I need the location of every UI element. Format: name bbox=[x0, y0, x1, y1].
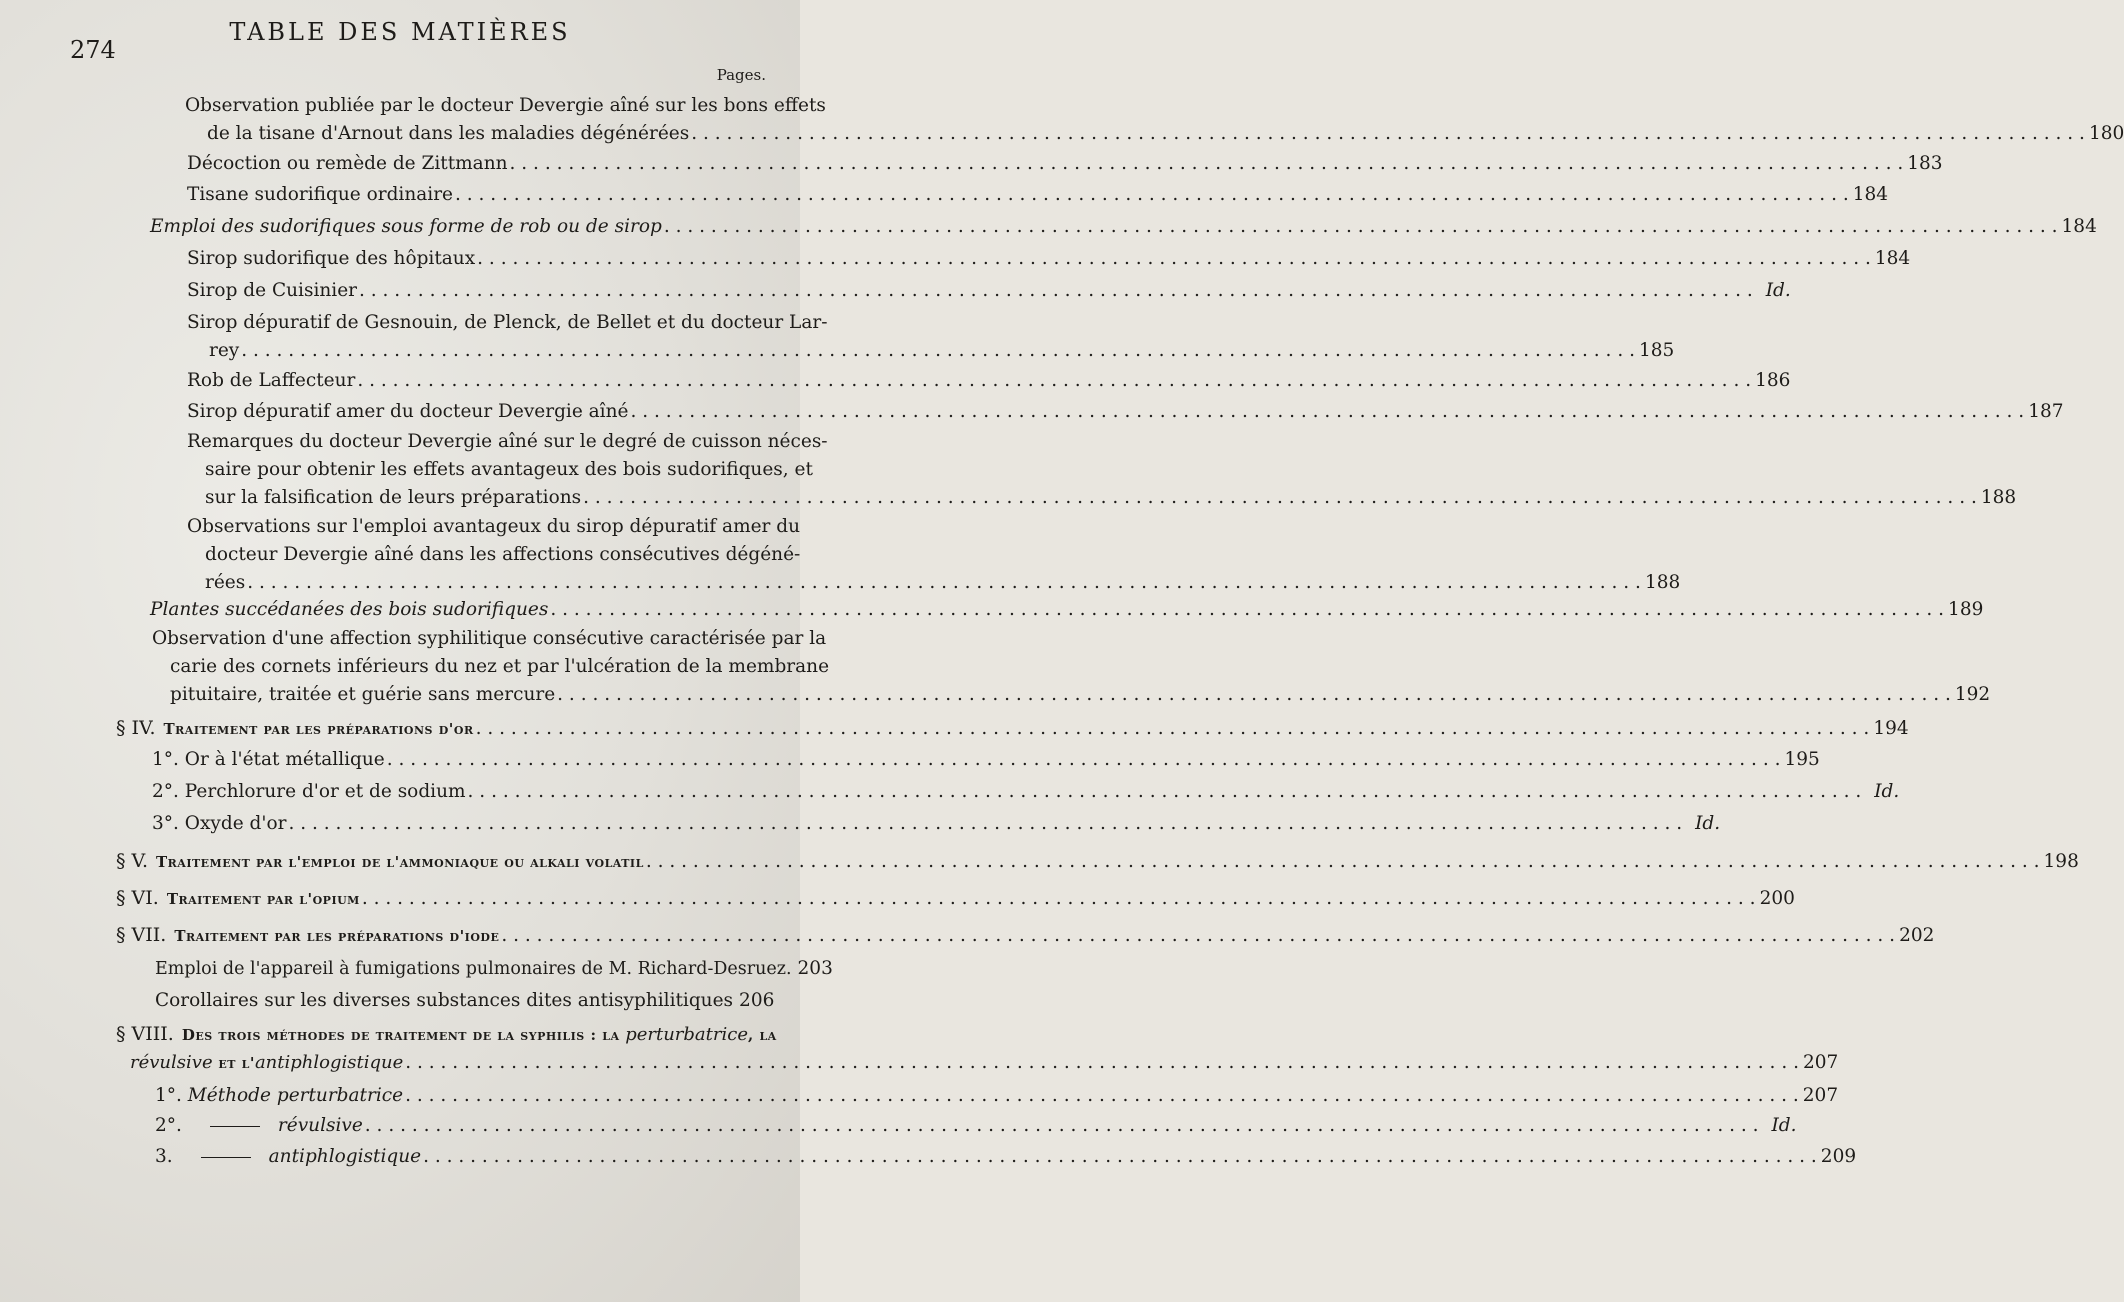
section-title: Traitement par les préparations d'or bbox=[163, 720, 474, 738]
section-title: , la bbox=[748, 1026, 777, 1044]
toc-entry bbox=[187, 428, 2017, 512]
toc-entry bbox=[155, 987, 775, 1015]
leader-dots bbox=[288, 810, 1682, 838]
leader-dots bbox=[550, 596, 1944, 624]
leader-dots bbox=[362, 885, 1756, 913]
toc-entry bbox=[187, 150, 1943, 178]
toc-entry bbox=[155, 1082, 1839, 1110]
page-ref: 184 bbox=[2061, 216, 2097, 237]
leader-dots bbox=[583, 484, 1977, 512]
section-title: Des trois méthodes de traitement de la syphilis : la bbox=[181, 1026, 626, 1044]
section-number: § V. bbox=[116, 850, 148, 872]
running-title: TABLE DES MATIÈRES bbox=[229, 18, 571, 46]
toc-entry bbox=[187, 245, 1911, 273]
entry-text: Or à l'état métallique bbox=[184, 749, 385, 770]
toc-entry bbox=[150, 596, 1984, 624]
page-ref: 187 bbox=[2028, 401, 2064, 422]
leader-dots bbox=[501, 922, 1895, 950]
toc-entry bbox=[152, 778, 1900, 806]
toc-entry bbox=[187, 309, 1675, 365]
item-number: 3. bbox=[155, 1146, 173, 1167]
page-ref: 184 bbox=[1874, 248, 1911, 269]
page-ref: 207 bbox=[1802, 1052, 1839, 1073]
section-heading bbox=[116, 847, 2079, 876]
entry-text: Plantes succédanées des bois sudorifiques bbox=[150, 599, 549, 620]
entry-text: Sirop de Cuisinier bbox=[187, 280, 357, 301]
page-ref: 198 bbox=[2043, 851, 2079, 872]
toc-entry bbox=[152, 810, 1721, 838]
section-title: Traitement par les préparations d'iode bbox=[174, 927, 500, 945]
entry-text: Observations sur l'emploi avantageux du sirop dépuratif amer du bbox=[187, 516, 801, 537]
leader-dots bbox=[468, 778, 1862, 806]
entry-text: de la tisane d'Arnout dans les maladies dégénérées bbox=[207, 123, 690, 144]
page-ref: 200 bbox=[1759, 888, 1795, 909]
toc-entry bbox=[187, 181, 1889, 209]
entry-text: Remarques du docteur Devergie aîné sur le degré de cuisson néces- bbox=[187, 431, 828, 452]
entry-text: rées bbox=[205, 572, 246, 593]
page-ref: 180 bbox=[2088, 123, 2124, 144]
ditto-dash bbox=[201, 1157, 251, 1158]
page-ref: 188 bbox=[1980, 487, 2017, 508]
entry-text: révulsive bbox=[277, 1115, 363, 1136]
leader-dots bbox=[646, 848, 2040, 876]
section-number: § VII. bbox=[116, 924, 167, 946]
page-ref: 195 bbox=[1784, 749, 1820, 770]
toc-entry bbox=[150, 213, 2097, 241]
entry-text: Corollaires sur les diverses substances dites antisyphilitiques bbox=[155, 990, 734, 1011]
leader-dots bbox=[557, 681, 1951, 709]
page-ref: 207 bbox=[1802, 1085, 1839, 1106]
toc-entry bbox=[187, 513, 1681, 597]
section-number: § VIII. bbox=[116, 1023, 174, 1045]
leader-dots bbox=[664, 213, 2058, 241]
entry-text: saire pour obtenir les effets avantageux des bois sudorifiques, et bbox=[205, 459, 813, 480]
section-number: § VI. bbox=[116, 887, 159, 909]
leader-dots bbox=[241, 337, 1635, 365]
pages-column-label: Pages. bbox=[716, 66, 766, 84]
entry-text: Observation publiée par le docteur Devergie aîné sur les bons effets bbox=[185, 95, 826, 116]
page-ref: Id. bbox=[1695, 813, 1721, 834]
entry-text: rey bbox=[209, 340, 240, 361]
page-ref: 202 bbox=[1899, 925, 1935, 946]
leader-dots bbox=[691, 120, 2085, 148]
leader-dots bbox=[510, 150, 1904, 178]
entry-text: Sirop dépuratif de Gesnouin, de Plenck, de Bellet et du docteur Lar- bbox=[187, 312, 828, 333]
section-title: Traitement par l'opium bbox=[166, 890, 360, 908]
entry-text: Sirop sudorifique des hôpitaux bbox=[187, 248, 476, 269]
page-ref: 209 bbox=[1820, 1146, 1857, 1167]
leader-dots bbox=[387, 746, 1781, 774]
page-ref: Id. bbox=[1771, 1115, 1797, 1136]
page-ref: 186 bbox=[1755, 370, 1791, 391]
section-heading bbox=[116, 884, 1795, 913]
page-ref: 188 bbox=[1644, 572, 1681, 593]
toc-entry bbox=[185, 92, 2124, 148]
page-ref: 194 bbox=[1873, 718, 1909, 739]
page-ref: 185 bbox=[1638, 340, 1675, 361]
section-heading bbox=[116, 921, 1935, 950]
section-number: § IV. bbox=[116, 717, 156, 739]
page-ref: 189 bbox=[1948, 599, 1984, 620]
page-ref: 206 bbox=[739, 990, 775, 1011]
page-ref: 183 bbox=[1907, 153, 1943, 174]
section-title: antiphlogistique bbox=[254, 1052, 404, 1073]
entry-text: Décoction ou remède de Zittmann bbox=[187, 153, 508, 174]
item-number: 1°. bbox=[152, 749, 179, 770]
toc-entry bbox=[152, 746, 1820, 774]
page-ref: 203 bbox=[797, 958, 833, 979]
leader-dots bbox=[477, 245, 1871, 273]
section-title: révulsive bbox=[130, 1052, 213, 1073]
entry-text: Sirop dépuratif amer du docteur Devergie aîné bbox=[187, 401, 629, 422]
section-heading bbox=[116, 714, 1909, 743]
item-number: 2°. bbox=[155, 1115, 182, 1136]
page-ref: 192 bbox=[1954, 684, 1991, 705]
leader-dots bbox=[630, 398, 2024, 426]
leader-dots bbox=[247, 569, 1641, 597]
section-title: perturbatrice bbox=[625, 1024, 748, 1045]
item-number: 2°. bbox=[152, 781, 179, 802]
entry-text: Tisane sudorifique ordinaire bbox=[187, 184, 453, 205]
toc-entry bbox=[187, 398, 2064, 426]
toc-entry bbox=[155, 1112, 1797, 1140]
toc-entry bbox=[155, 955, 833, 983]
leader-dots bbox=[455, 181, 1849, 209]
leader-dots bbox=[423, 1143, 1817, 1171]
toc-entry bbox=[187, 277, 1791, 305]
page-ref: Id. bbox=[1874, 781, 1900, 802]
entry-text: Rob de Laffecteur bbox=[187, 370, 356, 391]
item-number: 1°. bbox=[155, 1085, 182, 1106]
page-ref: Id. bbox=[1765, 280, 1791, 301]
leader-dots bbox=[357, 367, 1751, 395]
leader-dots bbox=[405, 1049, 1799, 1077]
entry-text: antiphlogistique bbox=[268, 1146, 422, 1167]
section-title: Traitement par l'emploi de l'ammoniaque ou alkali volatil bbox=[155, 853, 644, 871]
leader-dots bbox=[359, 277, 1753, 305]
entry-text: docteur Devergie aîné dans les affections consécutives dégéné- bbox=[205, 544, 801, 565]
toc-entry bbox=[152, 625, 1991, 709]
entry-text: Emploi des sudorifiques sous forme de rob ou de sirop bbox=[150, 216, 662, 237]
ditto-dash bbox=[210, 1126, 260, 1127]
entry-text: carie des cornets inférieurs du nez et par l'ulcération de la membrane bbox=[170, 656, 830, 677]
entry-text: Observation d'une affection syphilitique consécutive caractérisée par la bbox=[152, 628, 827, 649]
page-ref: 184 bbox=[1852, 184, 1889, 205]
entry-text: Oxyde d'or bbox=[184, 813, 287, 834]
toc-entry bbox=[187, 367, 1791, 395]
entry-text: Emploi de l'appareil à fumigations pulmonaires de M. Richard-Desruez. bbox=[155, 959, 792, 979]
leader-dots bbox=[476, 715, 1870, 743]
toc-entry bbox=[155, 1143, 1857, 1171]
entry-text: Méthode perturbatrice bbox=[187, 1085, 404, 1106]
item-number: 3°. bbox=[152, 813, 179, 834]
page-number: 274 bbox=[70, 36, 116, 64]
entry-text: Perchlorure d'or et de sodium bbox=[184, 781, 466, 802]
entry-text: sur la falsification de leurs préparations bbox=[205, 487, 582, 508]
leader-dots bbox=[405, 1082, 1799, 1110]
entry-text: pituitaire, traitée et guérie sans mercure bbox=[170, 684, 556, 705]
section-heading bbox=[116, 1020, 1839, 1077]
section-title: et l' bbox=[212, 1054, 255, 1072]
leader-dots bbox=[365, 1112, 1759, 1140]
